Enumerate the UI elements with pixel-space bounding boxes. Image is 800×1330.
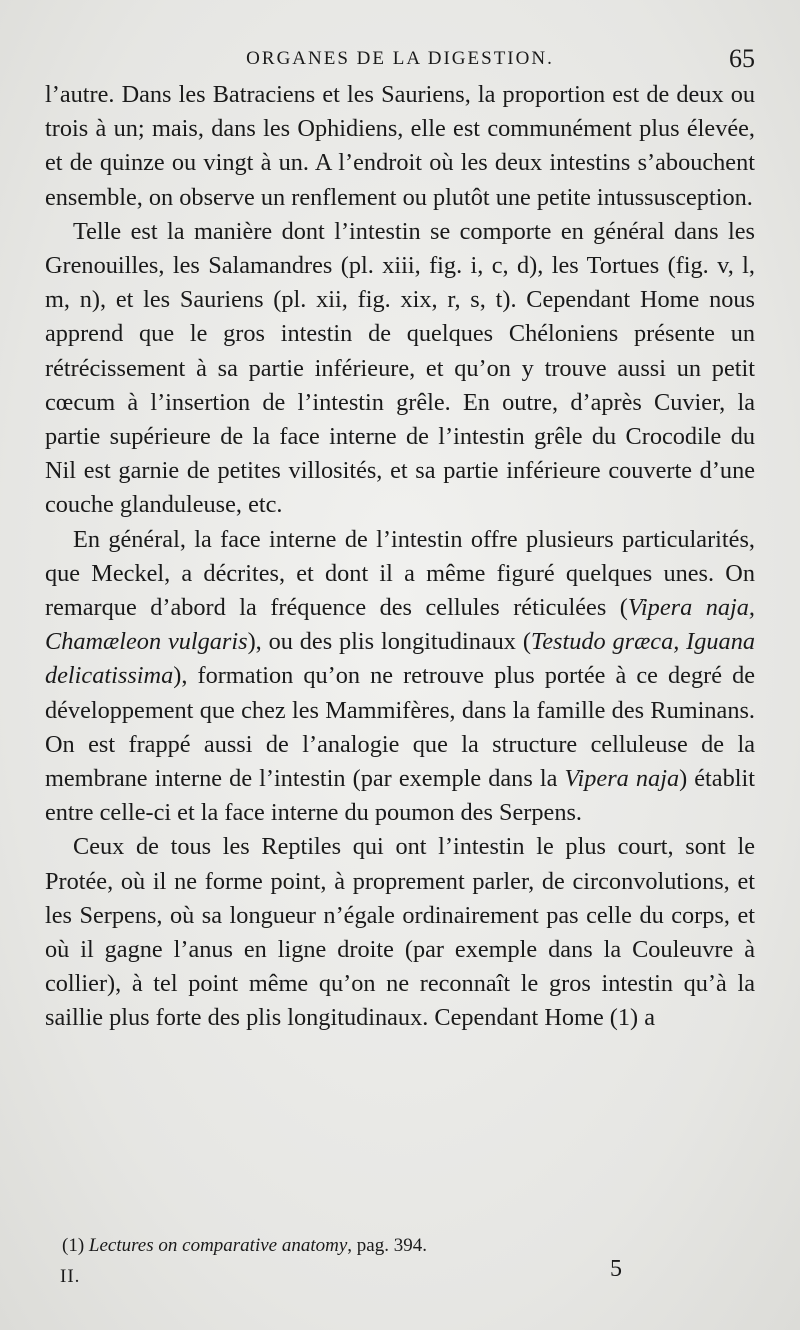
paragraph-3-segment: ), formation qu’on ne retrouve plus portée à ce degré de développement que chez les Mammifères, dans la famille des Ruminans. On est frappé aussi de l’analogie que la structure celluleuse de la membrane interne de l’intestin (par exemple dans la [45, 662, 755, 793]
paragraph-3-segment: ) établit entre celle-ci et la face interne du poumon des Serpens. [45, 765, 755, 827]
species-name: Vipera naja, Chamæleon vulgaris [45, 594, 755, 656]
paragraph-2: Telle est la manière dont l’intestin se comporte en général dans les Grenouilles, les Salamandres (pl. xiii, fig. i, c, d), les Tortues (fig. v, l, m, n), et les Sauriens (pl. xii, fig. xix, r, s, t). Cependant Home nous apprend que le gros intestin de quelques Chéloniens présente un rétrécissement à sa partie inférieure, et qu’on y trouve aussi un petit cœcum à l’insertion de l’intestin grêle. En outre, d’après Cuvier, la partie supérieure de la face interne de l’intestin grêle du Crocodile du Nil est garnie de petites villosités, et sa partie inférieure couverte d’une couche glanduleuse, etc. [45, 217, 755, 519]
running-title: ORGANES DE LA DIGESTION. [246, 48, 554, 69]
paragraph-4: Ceux de tous les Reptiles qui ont l’intestin le plus court, sont le Protée, où il ne forme point, à proprement parler, de circonvolutions, et les Serpens, où sa longueur n’égale ordinairement pas celle du corps, et où il gagne l’anus en ligne droite (par exemple dans la Couleuvre à collier), à tel point même qu’on ne reconnaît le gros intestin qu’à la saillie plus forte des plis longitudinaux. Cependant Home (1) a [45, 833, 755, 1032]
footnote-rest: , pag. 394. [347, 1235, 427, 1256]
footnote-marker: (1) [62, 1235, 85, 1256]
footnote [62, 1235, 427, 1257]
paragraph-1: l’autre. Dans les Batraciens et les Sauriens, la proportion est de deux ou trois à un; mais, dans les Ophidiens, elle est communément plus élevée, et de quinze ou vingt à un. A l’endroit où les deux intestins s’abouchent ensemble, on observe un renflement ou plutôt une petite intussusception. [45, 81, 755, 211]
body-text [45, 78, 755, 1036]
footnote-title: Lectures on comparative anatomy [88, 1235, 348, 1256]
paragraph-3-segment: ), ou des plis longitudinaux ( [247, 628, 531, 656]
running-head [45, 44, 755, 76]
page-number: 65 [729, 44, 755, 73]
paragraph-3 [45, 523, 755, 831]
species-name: Vipera naja [564, 765, 680, 793]
signature-mark: 5 [610, 1256, 622, 1282]
species-name: Testudo græca, Iguana delicatissima [45, 628, 756, 690]
paragraph-3-segment: En général, la face interne de l’intestin offre plusieurs particularités, que Meckel, a décrites, et dont il a même figuré quelques unes. On remarque d’abord la fréquence des cellules réticulées ( [45, 525, 755, 622]
volume-mark: II. [60, 1266, 81, 1287]
